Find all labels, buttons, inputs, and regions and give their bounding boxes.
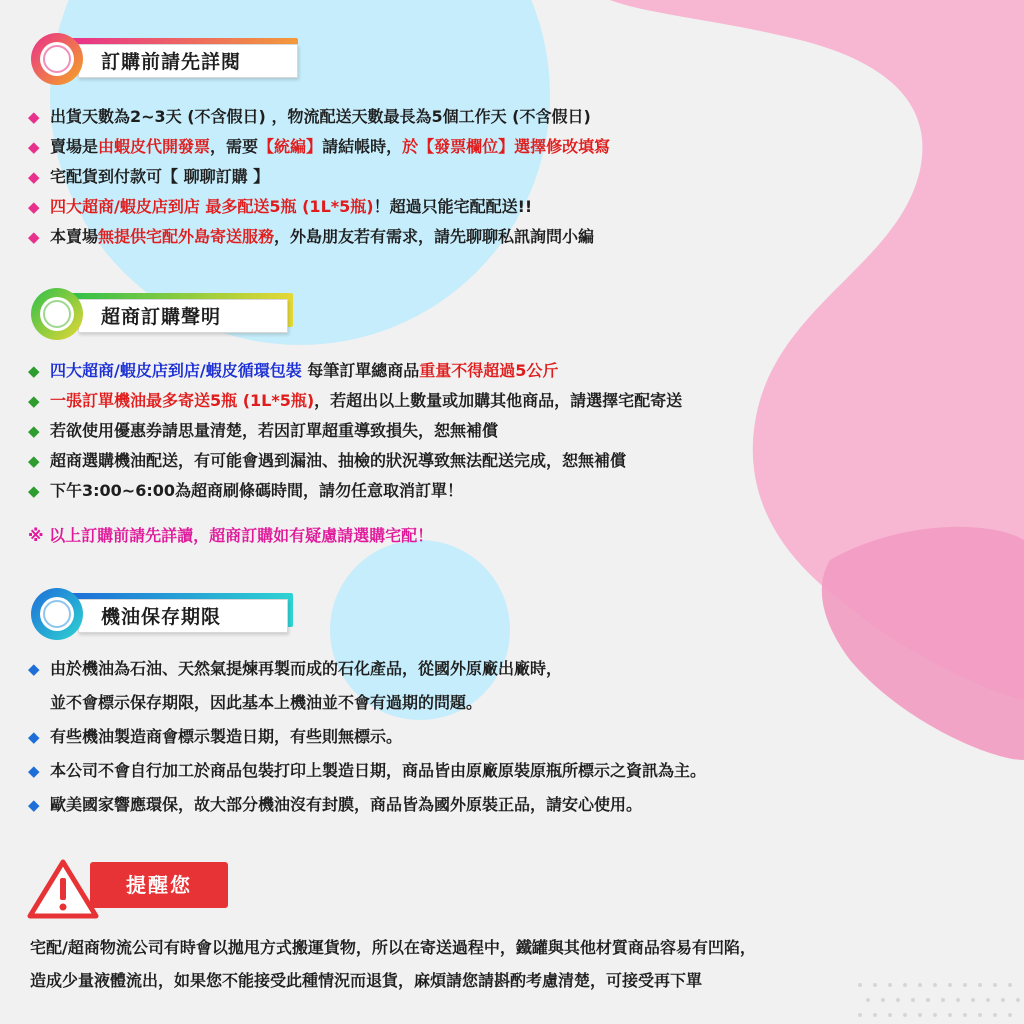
warning-line-1: 宅配/超商物流公司有時會以拋甩方式搬運貨物，所以在寄送過程中，鐵罐與其他材質商品容易有凹陷， [30,938,756,957]
ring-icon [28,30,86,88]
store-pickup-item-2-text-2: ，若超出以上數量或加購其他商品，請選擇宅配寄送 [314,391,683,410]
oil-shelf-life-item-5 [28,794,642,816]
order-notice-item-3 [28,166,269,188]
warning-triangle-icon [26,858,100,920]
section-header-order-notice [28,30,308,90]
diamond-bullet-icon: ◆ [28,660,40,678]
store-pickup-item-5-text-1: 下午3:00~6:00為超商刷條碼時間，請勿任意取消訂單！ [50,481,464,500]
order-notice-item-5-text-2: 無提供宅配外島寄送服務 [98,227,275,246]
diamond-bullet-icon: ◆ [28,762,40,780]
order-notice-item-2-text-3: ，需要 [210,137,259,156]
diamond-bullet-icon: ◆ [28,108,40,126]
store-pickup-item-1-text-1: 四大超商/蝦皮店到店/蝦皮循環包裝 [50,361,302,380]
section-title-order-notice: 訂購前請先詳閱 [78,44,298,78]
store-pickup-item-2-text-1: 一張訂單機油最多寄送5瓶 (1L*5瓶) [50,391,315,410]
store-pickup-item-3 [28,420,498,442]
diamond-bullet-icon: ◆ [28,392,40,410]
section-header-oil-shelf-life [28,585,308,645]
oil-shelf-life-item-5-text-1: 歐美國家響應環保，故大部分機油沒有封膜，商品皆為國外原裝正品，請安心使用。 [50,795,643,814]
section2-note: ※ 以上訂購前請先詳讀，超商訂購如有疑慮請選購宅配！ [28,526,434,545]
order-notice-item-1 [28,106,591,128]
oil-shelf-life-item-4 [28,760,706,782]
oil-shelf-life-item-3-text-1: 有些機油製造商會標示製造日期，有些則無標示。 [50,727,403,746]
section-title-oil-shelf-life: 機油保存期限 [78,599,288,633]
store-pickup-item-2 [28,390,682,412]
order-notice-item-5-text-3: ，外島朋友若有需求，請先聊聊私訊詢問小編 [274,227,595,246]
diamond-bullet-icon: ◆ [28,728,40,746]
diamond-bullet-icon: ◆ [28,138,40,156]
store-pickup-item-3-text-1: 若欲使用優惠券請思量清楚，若因訂單超重導致損失，恕無補償 [50,421,499,440]
diamond-bullet-icon: ◆ [28,198,40,216]
diamond-bullet-icon: ◆ [28,422,40,440]
oil-shelf-life-item-2-text-1: 並不會標示保存期限，因此基本上機油並不會有過期的問題。 [50,693,483,712]
warning-title: 提醒您 [90,862,228,908]
store-pickup-item-4-text-1: 超商選購機油配送，有可能會遇到漏油、抽檢的狀況導致無法配送完成，恕無補償 [50,451,627,470]
ring-icon [28,285,86,343]
order-notice-item-4-text-1: 四大超商/蝦皮店到店 最多配送5瓶 (1L*5瓶) [50,197,374,216]
section-header-store-pickup [28,285,308,345]
order-notice-item-5 [28,226,594,248]
diamond-bullet-icon: ◆ [28,796,40,814]
order-notice-item-1-text-1: 出貨天數為2~3天 (不含假日) ，物流配送天數最長為5個工作天 (不含假日) [50,107,591,126]
order-notice-item-2-text-5: 請結帳時， [322,137,403,156]
oil-shelf-life-item-1 [28,658,562,680]
store-pickup-item-1-text-3: 重量不得超過5公斤 [419,361,559,380]
order-notice-item-4-text-2: ！超過只能宅配配送!! [373,197,533,216]
diamond-bullet-icon: ◆ [28,482,40,500]
order-notice-item-3-text-1: 宅配貨到付款可【 聊聊訂購 】 [50,167,270,186]
order-notice-item-2-text-4: 【統編】 [258,137,323,156]
diamond-bullet-icon: ◆ [28,168,40,186]
diamond-bullet-icon: ◆ [28,228,40,246]
store-pickup-item-4 [28,450,626,472]
store-pickup-item-5 [28,480,463,502]
diamond-bullet-icon: ◆ [28,452,40,470]
order-notice-item-2-text-6: 於【發票欄位】選擇修改填寫 [402,137,611,156]
warning-line-2: 造成少量液體流出，如果您不能接受此種情況而退貨，麻煩請您請斟酌考慮清楚，可接受再下單 [30,971,703,990]
order-notice-item-2 [28,136,610,158]
ring-icon [28,585,86,643]
oil-shelf-life-item-4-text-1: 本公司不會自行加工於商品包裝打印上製造日期，商品皆由原廠原裝原瓶所標示之資訊為主。 [50,761,707,780]
order-notice-item-4 [28,196,532,218]
section-title-store-pickup: 超商訂購聲明 [78,299,288,333]
oil-shelf-life-item-1-text-1: 由於機油為石油、天然氣提煉再製而成的石化產品，從國外原廠出廠時， [50,659,563,678]
oil-shelf-life-item-2 [28,692,482,714]
order-notice-item-5-text-1: 本賣場 [50,227,99,246]
order-notice-item-2-text-2: 由蝦皮代開發票 [98,137,211,156]
store-pickup-item-1 [28,360,558,382]
oil-shelf-life-item-3 [28,726,402,748]
diamond-bullet-icon: ◆ [28,362,40,380]
store-pickup-item-1-text-2: 每筆訂單總商品 [301,361,420,380]
order-notice-item-2-text-1: 賣場是 [50,137,99,156]
